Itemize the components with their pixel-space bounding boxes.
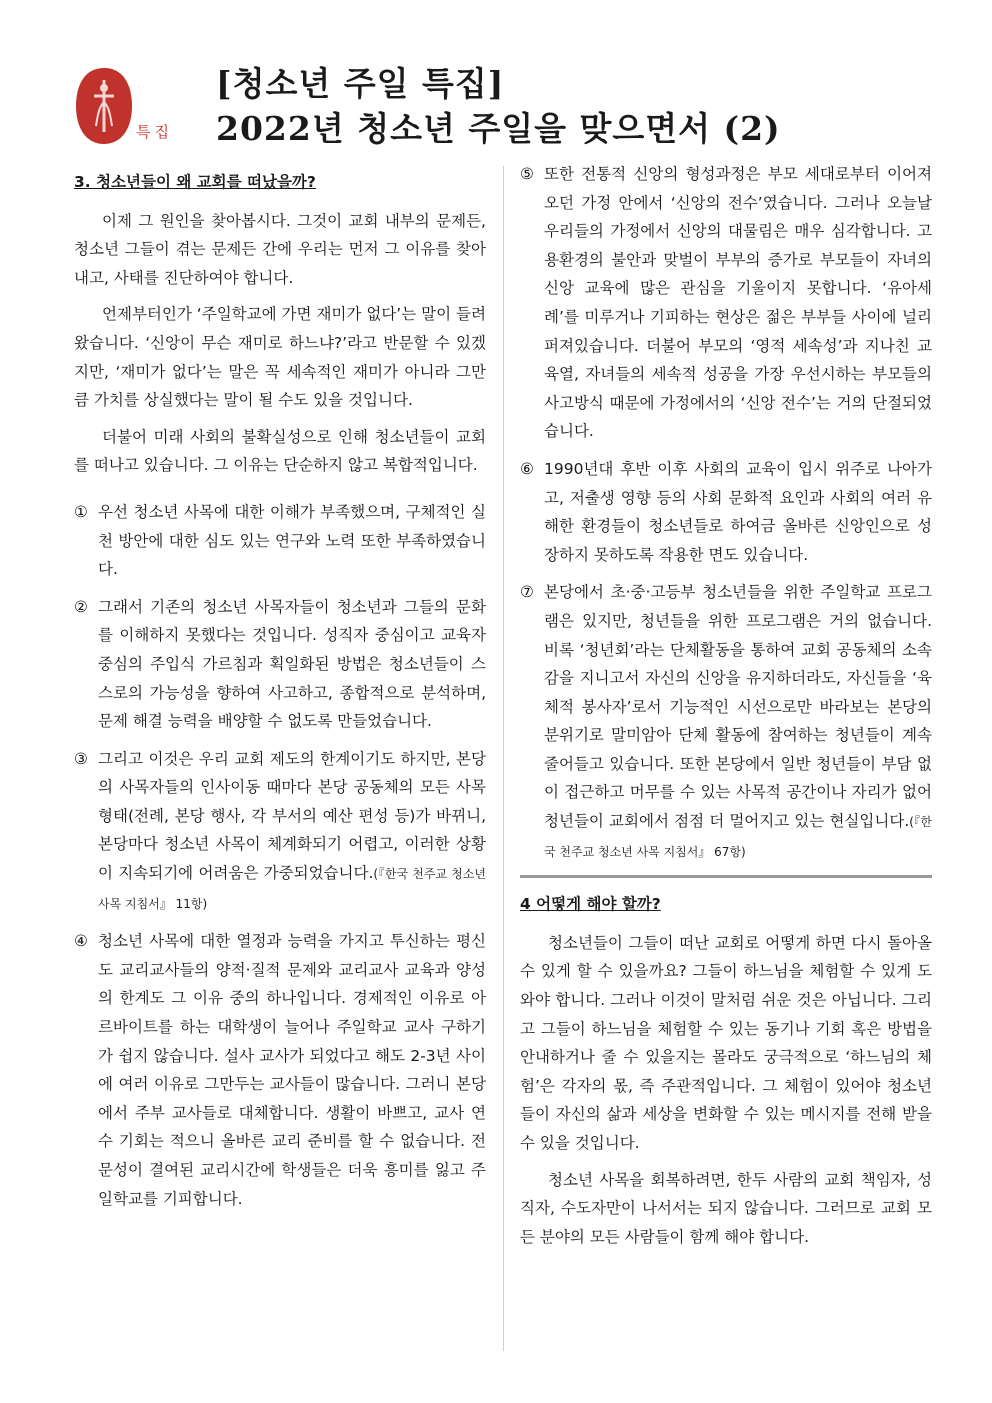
item-text: 또한 전통적 신앙의 형성과정은 부모 세대로부터 이어져 오던 가정 안에서 ‘신앙의 전수’였습니다. 그러나 오늘날 우리들의 가정에서 신앙의 대물림은 매우 심각합니다. 고용환경의 불안과 맞벌이 부부의 증가로 부모들이 자녀의 신앙 교육에 많은 관심을 기울이지 못합니다. ‘유아세례’를 미루거나 기피하는 현상은 젊은 부부들 사이에 널리 퍼져있습니다. 더불어 부모의 ‘영적 세속성’과 지나친 교육열, 자녀들의 세속적 성공을 가장 우선시하는 부모들의 사고방식 때문에 가정에서의 ‘신앙 전수’는 거의 단절되었습니다. (544, 165, 932, 441)
item-text: 우선 청소년 사목에 대한 이해가 부족했으며, 구체적인 실천 방안에 대한 심도 있는 연구와 노력 또한 부족하였습니다. (98, 502, 486, 579)
list-item (520, 160, 932, 446)
list-item (520, 455, 932, 569)
item-text: 그래서 기존의 청소년 사목자들이 청소년과 그들의 문화를 이해하지 못했다는 것입니다. 성직자 중심이고 교육자 중심의 주입식 가르침과 획일화된 방법은 청소년들이 스스로의 가능성을 향하여 사고하고, 종합적으로 분석하며, 문제 해결 능력을 배양할 수 없도록 만들었습니다. (98, 597, 486, 731)
item-number: ⑤ (520, 165, 534, 183)
list-item (74, 745, 486, 919)
section-heading-3: 3. 청소년들이 왜 교회를 떠났을까? (74, 173, 316, 191)
logo-label: 특집 (136, 123, 173, 141)
paragraph: 청소년 사목을 회복하려면, 한두 사람의 교회 책임자, 성직자, 수도자만이 나서서는 되지 않습니다. 그러므로 교회 모든 분야의 모든 사람들이 함께 해야 합니다. (520, 1170, 932, 1246)
page-title-line1: [청소년 주일 특집] (216, 64, 505, 103)
item-text: 본당에서 초·중·고등부 청소년들을 위한 주일학교 프로그램은 있지만, 청년들을 위한 프로그램은 거의 없습니다. 비록 ‘청년회’라는 단체활동을 통하여 교회 공동체의 소속감을 지니고서 자신의 신앙을 유지하더라도, 자신들을 ‘육체적 봉사자’로서 기능적인 시선으로만 바라보는 본당의 분위기로 말미암아 단체 활동에 참여하는 청년들이 계속 줄어들고 있습니다. 또한 본당에서 일반 청년들이 부담 없이 접근하고 머무를 수 있는 사목적 공간이나 자리가 없어 청년들이 교회에서 점점 더 멀어지고 있는 현실입니다. (544, 583, 932, 831)
page-title-line2: 2022년 청소년 주일을 맞으면서 (2) (216, 109, 781, 148)
column-divider (503, 166, 504, 1351)
list-item (74, 498, 486, 584)
left-column (74, 168, 486, 1222)
logo-emblem-icon (74, 66, 134, 146)
item-number: ③ (74, 749, 88, 768)
section-rule (520, 875, 932, 878)
item-number: ① (74, 502, 88, 521)
item-number: ④ (74, 932, 88, 951)
right-column (520, 160, 932, 1259)
item-number: ⑦ (520, 583, 534, 602)
paragraph: 더불어 미래 사회의 불확실성으로 인해 청소년들이 교회를 떠나고 있습니다. 그 이유는 단순하지 않고 복합적입니다. (74, 427, 486, 475)
section-heading-4: 4 어떻게 해야 할까? (520, 895, 661, 914)
item-text: 1990년대 후반 이후 사회의 교육이 입시 위주로 나아가고, 저출생 영향 등의 사회 문화적 요인과 사회의 여러 유해한 환경들이 청소년들로 하여금 올바른 신앙인으로 성장하지 못하도록 작용한 면도 있습니다. (544, 459, 932, 564)
citation: (『한국 천주교 청소년 사목 지침서』 67항) (544, 815, 932, 859)
list-item (74, 593, 486, 736)
list-item (520, 578, 932, 866)
item-number: ⑥ (520, 459, 534, 478)
paragraph: 청소년들이 그들이 떠난 교회로 어떻게 하면 다시 돌아올 수 있게 할 수 있을까요? 그들이 하느님을 체험할 수 있게 도와야 합니다. 그러나 이것이 말처럼 쉬운 것은 아닙니다. 그리고 그들이 하느님을 체험할 수 있는 동기나 기회 혹은 방법을 안내하거나 줄 수 있을지는 몰라도 궁극적으로 ‘하느님의 체험’은 각자의 몫, 즉 주관적입니다. 그 체험이 있어야 청소년들이 자신의 삶과 세상을 변화할 수 있는 메시지를 전해 받을 수 있을 것입니다. (520, 933, 932, 1152)
paragraph: 이제 그 원인을 찾아봅시다. 그것이 교회 내부의 문제든, 청소년 그들이 겪는 문제든 간에 우리는 먼저 그 이유를 찾아내고, 사태를 진단하여야 합니다. (74, 211, 486, 287)
item-text: 그리고 이것은 우리 교회 제도의 한계이기도 하지만, 본당의 사목자들의 인사이동 때마다 본당 공동체의 모든 사목 형태(전례, 본당 행사, 각 부서의 예산 편성 등)가 바뀌니, 본당마다 청소년 사목이 체계화되기 어렵고, 이러한 상황이 지속되기에 어려움은 가중되었습니다. (98, 749, 486, 883)
item-text: 청소년 사목에 대한 열정과 능력을 가지고 투신하는 평신도 교리교사들의 양적·질적 문제와 교리교사 교육과 양성의 한계도 그 이유 중의 하나입니다. 경제적인 이유로 아르바이트를 하는 대학생이 늘어나 주일학교 교사 구하기가 쉽지 않습니다. 설사 교사가 되었다고 해도 2-3년 사이에 여러 이유로 그만두는 교사들이 많습니다. 그러니 본당에서 주부 교사들로 대체합니다. 생활이 바쁘고, 교사 연수 기회는 적으니 올바른 교리 준비를 할 수 없습니다. 전문성이 결여된 교리시간에 학생들은 더욱 흥미를 잃고 주일학교를 기피합니다. (98, 932, 486, 1208)
paragraph: 언제부터인가 ‘주일학교에 가면 재미가 없다’는 말이 들려왔습니다. ‘신앙이 무슨 재미로 하느냐?’라고 반문할 수 있겠지만, ‘재미가 없다’는 말은 꼭 세속적인 재미가 아니라 그만큼 가치를 상실했다는 말이 될 수도 있을 것입니다. (74, 305, 486, 410)
item-number: ② (74, 597, 88, 616)
citation: (『한국 천주교 청소년 사목 지침서』 11항) (98, 867, 486, 911)
list-item (74, 927, 486, 1213)
